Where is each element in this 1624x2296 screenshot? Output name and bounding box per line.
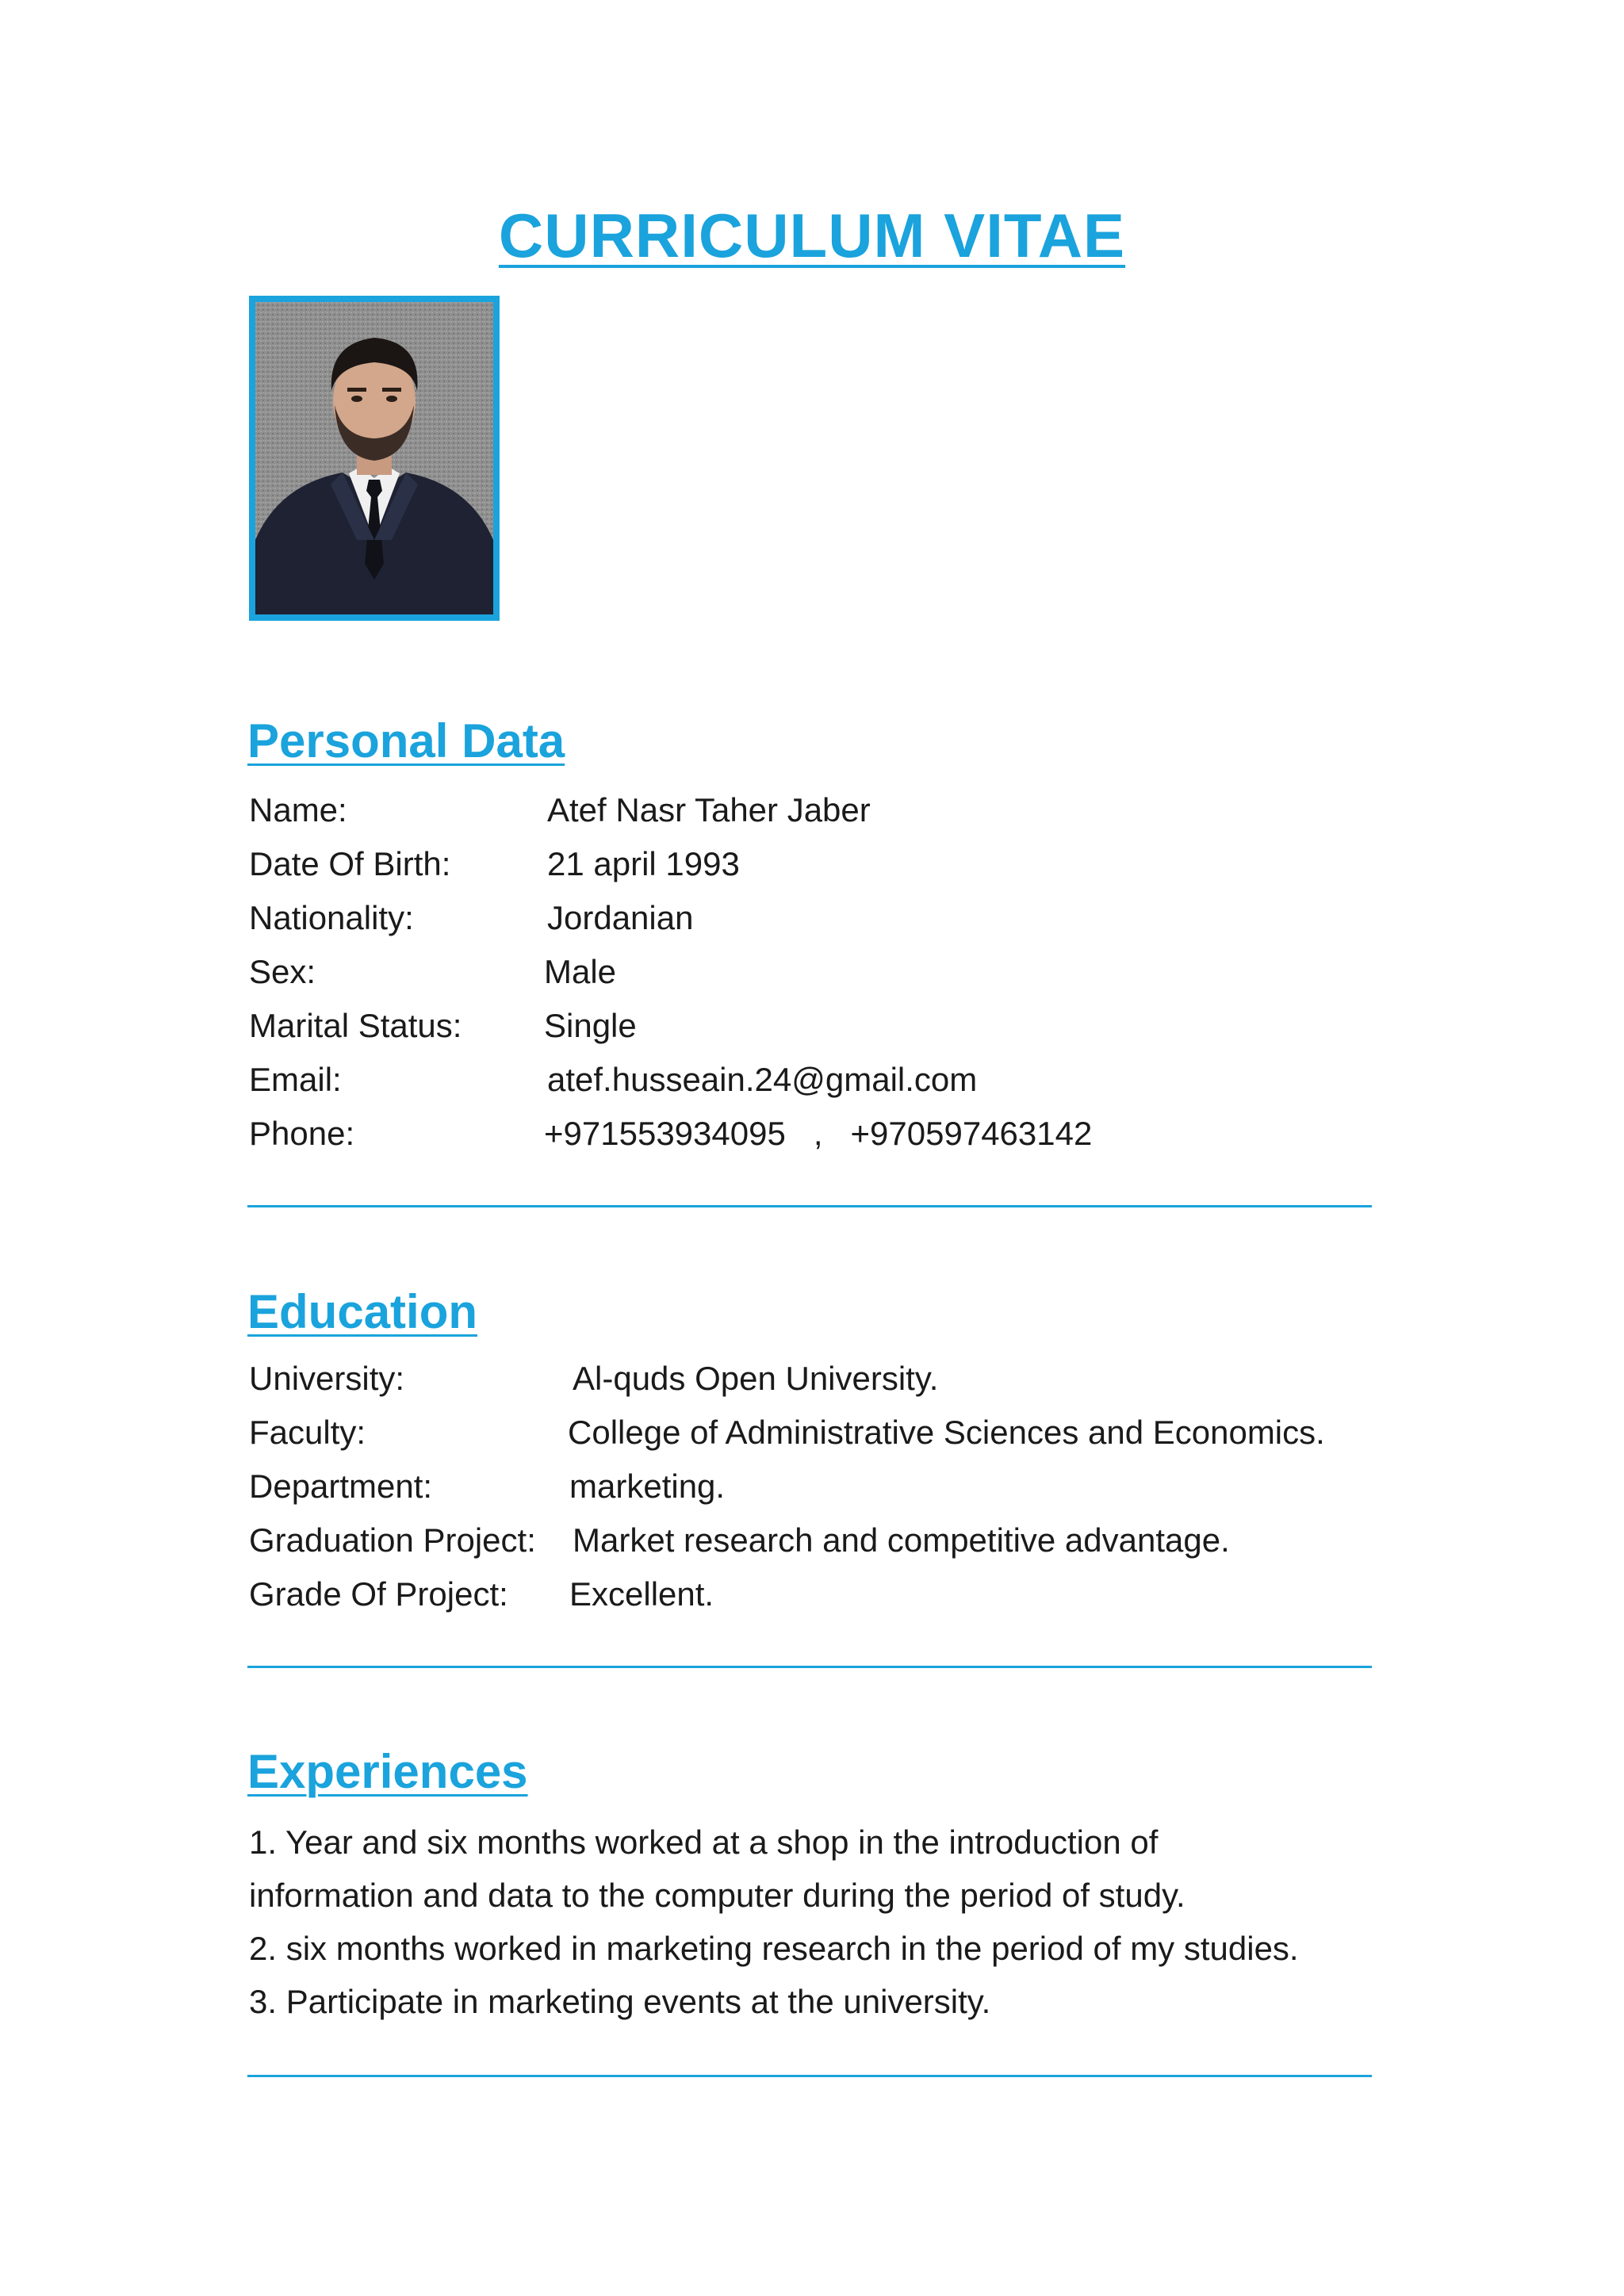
row-label: Marital Status: (249, 1007, 462, 1044)
phone-value: +971553934095 , +970597463142 (544, 1115, 1093, 1152)
row-value: Male (544, 953, 617, 990)
row-label: Phone: (249, 1115, 355, 1152)
row-label: Grade Of Project: (249, 1575, 508, 1613)
row-label: Sex: (249, 953, 316, 990)
personal-row-nationality (249, 891, 1399, 945)
education-row-faculty (249, 1406, 1399, 1460)
personal-row-phone (249, 1107, 1399, 1161)
list-item: information and data to the computer during the period of study. (249, 1877, 1185, 1914)
profile-photo (249, 296, 500, 621)
experiences-heading: Experiences (247, 1745, 528, 1798)
personal-data-heading: Personal Data (247, 714, 565, 767)
row-value: Single (544, 1007, 637, 1044)
section-divider (247, 1666, 1372, 1668)
list-item: 2. six months worked in marketing research in the period of my studies. (249, 1930, 1299, 1967)
row-value: 21 april 1993 (547, 845, 740, 882)
personal-row-birth (249, 837, 1399, 891)
list-item: 3. Participate in marketing events at the university. (249, 1983, 991, 2020)
section-divider (247, 2075, 1372, 2077)
row-value: College of Administrative Sciences and Economics. (568, 1414, 1325, 1451)
portrait-photo-icon (255, 302, 493, 614)
row-label: University: (249, 1360, 405, 1397)
row-value: marketing. (569, 1468, 726, 1505)
row-label: Name: (249, 791, 347, 828)
row-value: Excellent. (569, 1575, 714, 1613)
education-row-project (249, 1513, 1399, 1567)
row-label: Email: (249, 1061, 342, 1098)
education-heading: Education (247, 1285, 478, 1338)
row-label: Department: (249, 1468, 433, 1505)
row-label: Date Of Birth: (249, 845, 451, 882)
education-list (249, 1352, 1399, 1621)
page-title (0, 200, 1624, 272)
page-title-text: CURRICULUM VITAE (498, 201, 1126, 270)
personal-row-sex (249, 945, 1399, 999)
personal-row-email (249, 1053, 1399, 1107)
row-value: Al-quds Open University. (573, 1360, 939, 1397)
section-divider (247, 1205, 1372, 1207)
education-row-university (249, 1352, 1399, 1406)
row-label: Graduation Project: (249, 1521, 536, 1559)
row-value: Atef Nasr Taher Jaber (547, 791, 871, 828)
education-row-grade (249, 1567, 1399, 1621)
row-label: Nationality: (249, 899, 414, 936)
personal-data-list (249, 783, 1399, 1161)
experiences-list (249, 1816, 1391, 2028)
personal-row-marital (249, 999, 1399, 1053)
row-label: Faculty: (249, 1414, 366, 1451)
personal-row-name (249, 783, 1399, 837)
list-item: 1. Year and six months worked at a shop in the introduction of (249, 1823, 1159, 1861)
row-value: Market research and competitive advantage. (573, 1521, 1230, 1559)
email-value: atef.husseain.24@gmail.com (547, 1061, 978, 1098)
row-value: Jordanian (547, 899, 694, 936)
education-row-department (249, 1460, 1399, 1513)
